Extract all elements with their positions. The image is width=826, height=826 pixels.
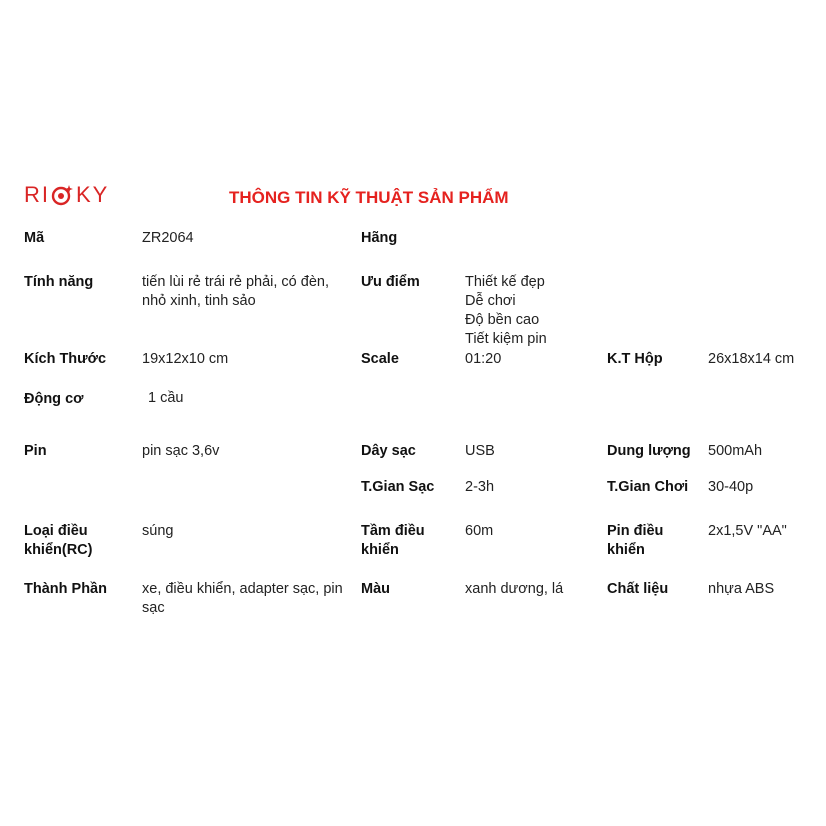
label-kt-hop: K.T Hộp bbox=[607, 351, 663, 367]
value-ma: ZR2064 bbox=[142, 230, 194, 246]
value-tinh-nang-line-1: tiến lùi rẻ trái rẻ phải, có đèn, bbox=[142, 274, 329, 290]
label-tinh-nang: Tính năng bbox=[24, 274, 94, 290]
label-chat-lieu: Chất liệu bbox=[607, 581, 669, 597]
value-thanh-phan-line-1: xe, điều khiển, adapter sạc, pin bbox=[142, 581, 343, 597]
label-kich-thuoc: Kích Thước bbox=[24, 351, 107, 367]
label-tam-dieu-khien-line-2: khiển bbox=[361, 542, 399, 558]
label-uu-diem: Ưu điểm bbox=[361, 274, 420, 290]
label-tgian-sac: T.Gian Sạc bbox=[361, 479, 435, 495]
label-mau: Màu bbox=[361, 581, 390, 597]
value-tgian-sac: 2-3h bbox=[465, 479, 495, 495]
value-day-sac: USB bbox=[465, 443, 495, 459]
value-thanh-phan-line-2: sạc bbox=[142, 600, 165, 616]
label-tgian-choi: T.Gian Chơi bbox=[607, 479, 689, 495]
label-scale: Scale bbox=[361, 351, 399, 367]
value-dong-co: 1 cầu bbox=[148, 390, 184, 406]
value-chat-lieu: nhựa ABS bbox=[708, 581, 775, 597]
label-tam-dieu-khien-line-1: Tầm điều bbox=[361, 523, 425, 539]
logo-text-left: RI bbox=[24, 182, 50, 207]
value-uu-diem-line-4: Tiết kiệm pin bbox=[465, 331, 547, 347]
label-ma: Mã bbox=[24, 230, 45, 246]
value-tinh-nang-line-2: nhỏ xinh, tinh sảo bbox=[142, 293, 256, 309]
label-pin-dieu-khien-line-2: khiển bbox=[607, 542, 645, 558]
value-uu-diem-line-2: Dễ chơi bbox=[465, 293, 516, 309]
label-loai-dieu-khien-line-1: Loại điều bbox=[24, 523, 88, 539]
logo-text-right: KY bbox=[76, 182, 110, 207]
label-pin-dieu-khien-line-1: Pin điều bbox=[607, 523, 664, 539]
label-day-sac: Dây sạc bbox=[361, 443, 416, 459]
value-tgian-choi: 30-40p bbox=[708, 479, 754, 495]
label-hang: Hãng bbox=[361, 230, 398, 246]
label-dung-luong: Dung lượng bbox=[607, 443, 691, 459]
value-loai-dieu-khien: súng bbox=[142, 523, 174, 539]
value-uu-diem-line-1: Thiết kế đẹp bbox=[465, 274, 545, 290]
value-mau: xanh dương, lá bbox=[465, 581, 564, 597]
value-scale: 01:20 bbox=[465, 351, 502, 367]
brand-logo bbox=[24, 182, 109, 208]
value-dung-luong: 500mAh bbox=[708, 443, 763, 459]
label-thanh-phan: Thành Phần bbox=[24, 581, 107, 597]
value-uu-diem-line-3: Độ bền cao bbox=[465, 312, 540, 328]
page-title: THÔNG TIN KỸ THUẬT SẢN PHẨM bbox=[229, 188, 509, 207]
value-kt-hop: 26x18x14 cm bbox=[708, 351, 795, 367]
logo-mark-icon bbox=[50, 182, 76, 208]
label-pin: Pin bbox=[24, 443, 47, 459]
label-loai-dieu-khien-line-2: khiển(RC) bbox=[24, 542, 93, 558]
value-pin-dieu-khien: 2x1,5V "AA" bbox=[708, 523, 787, 539]
value-tam-dieu-khien: 60m bbox=[465, 523, 494, 539]
value-pin: pin sạc 3,6v bbox=[142, 443, 220, 459]
value-kich-thuoc: 19x12x10 cm bbox=[142, 351, 229, 367]
label-dong-co: Động cơ bbox=[24, 391, 84, 407]
